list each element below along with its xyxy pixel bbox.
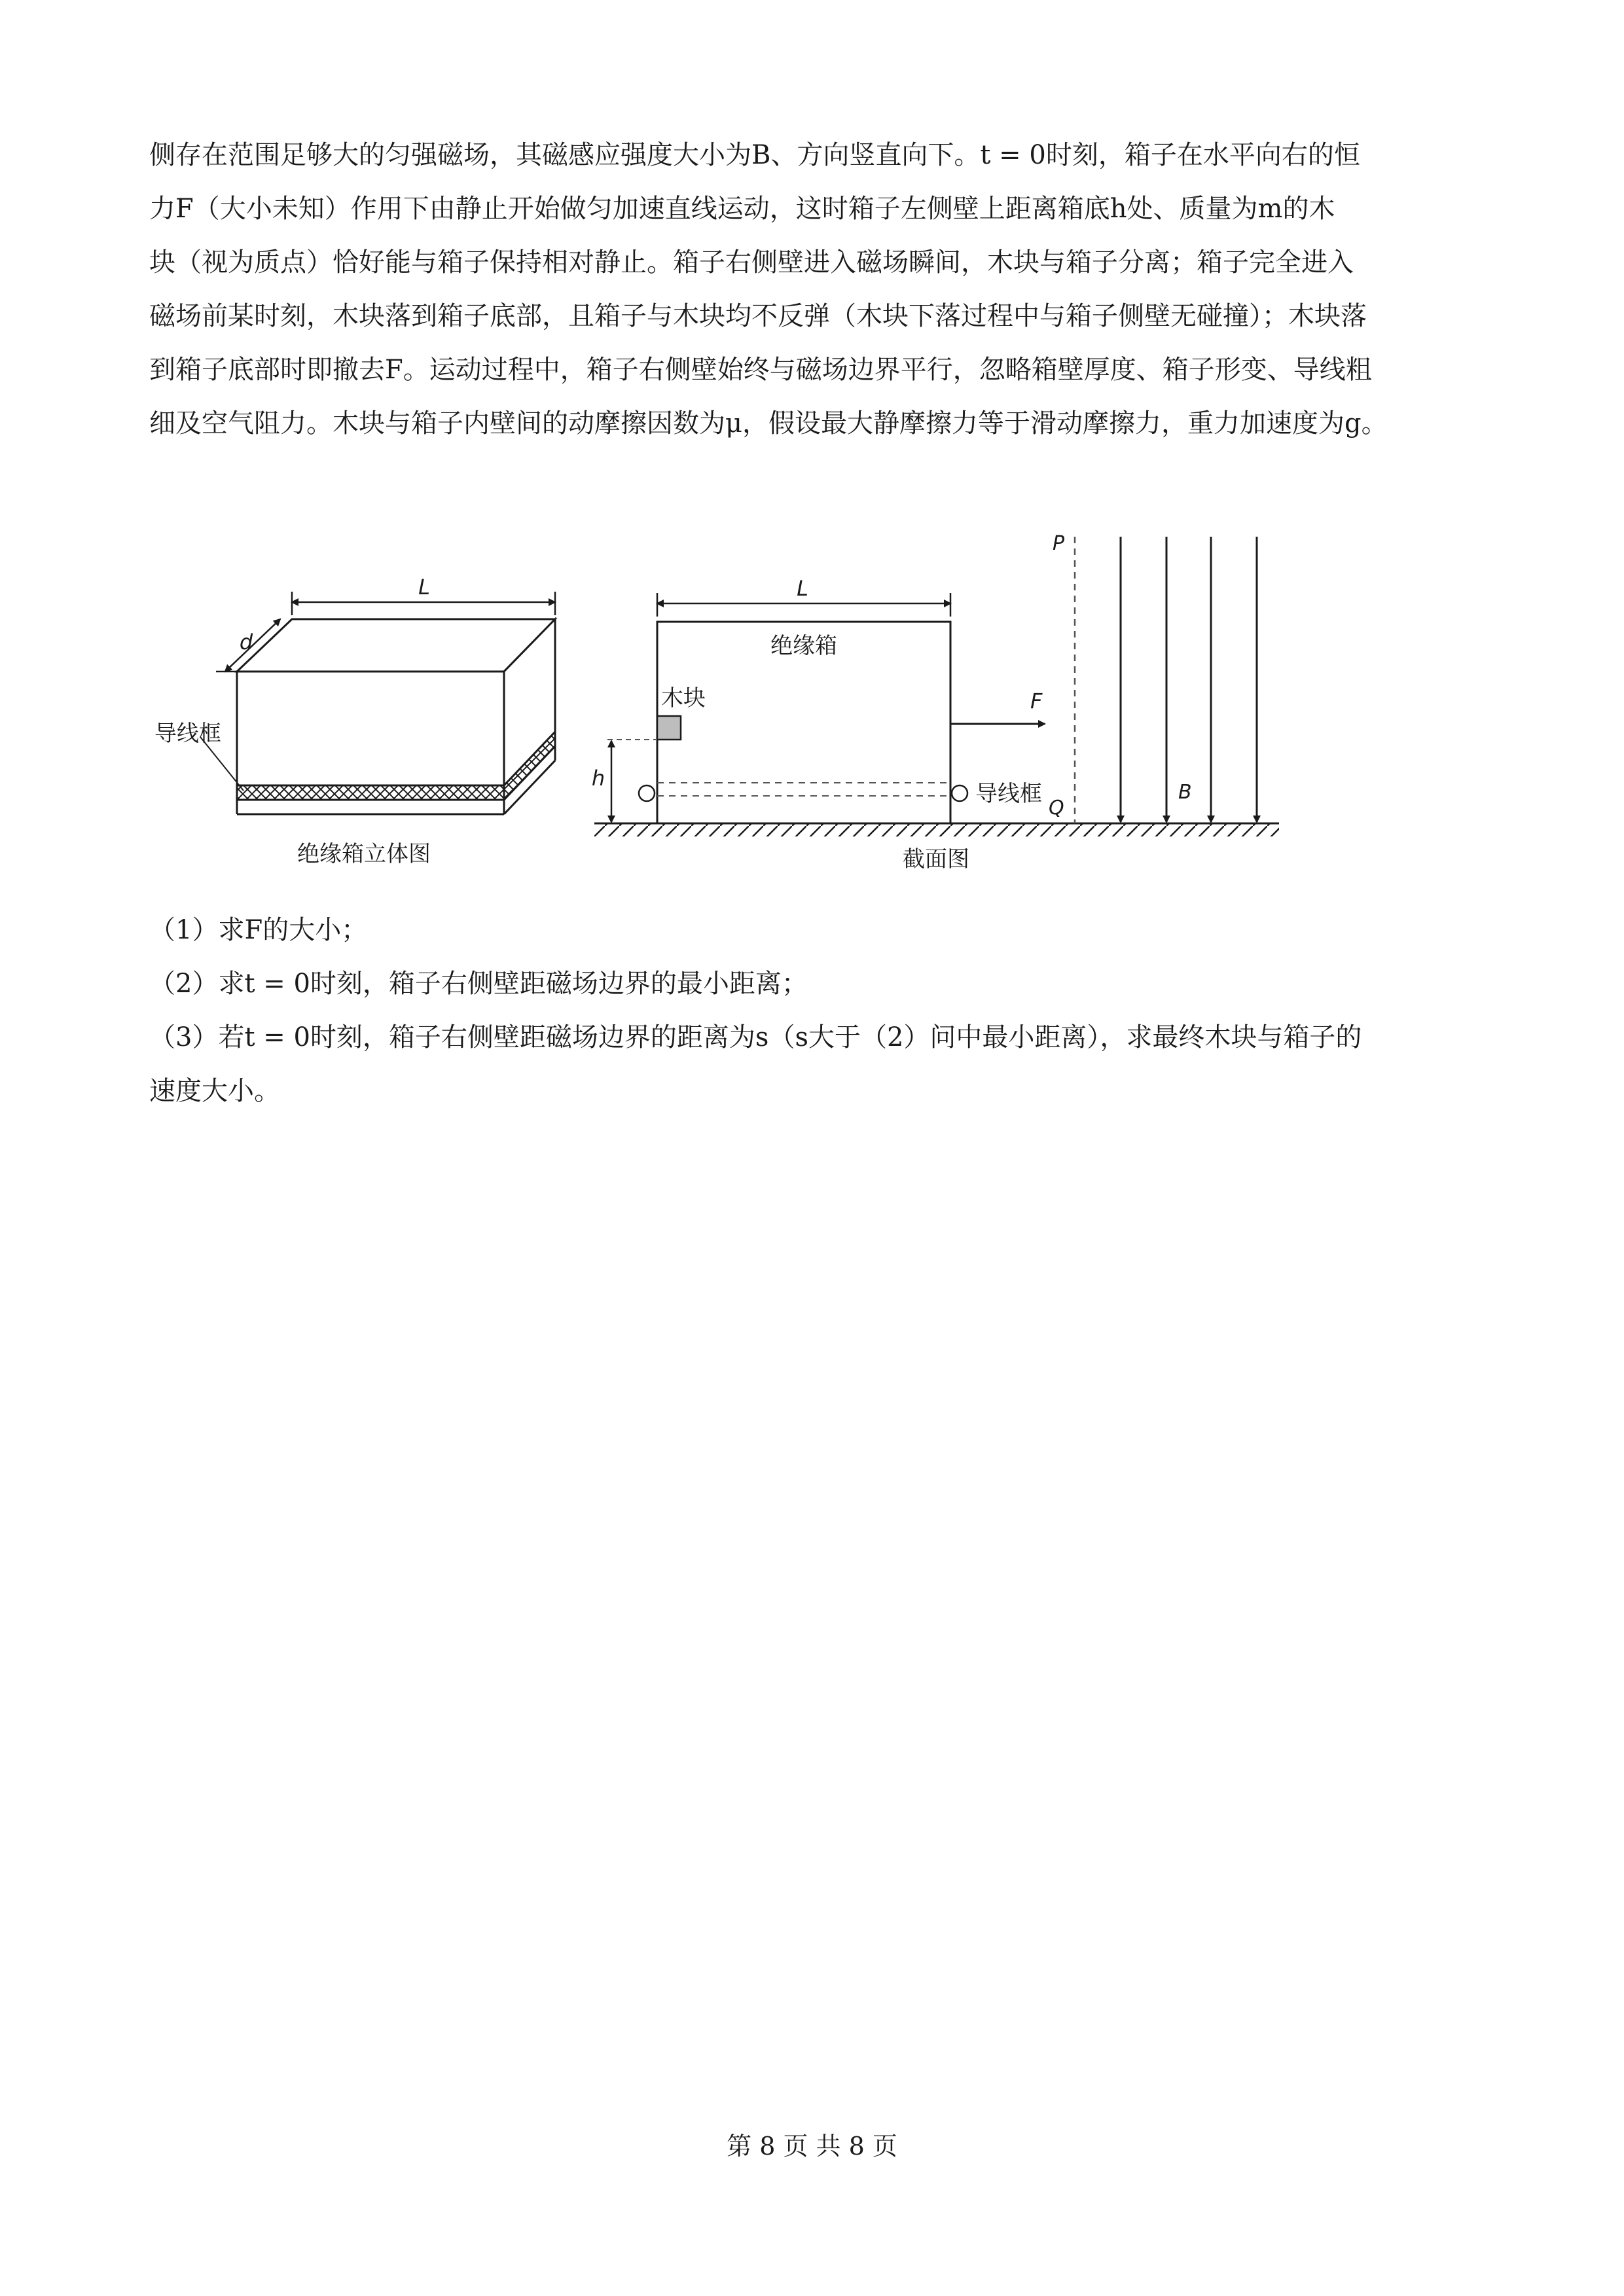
- P-label: P: [1053, 532, 1065, 555]
- paragraph-line-2: 力F（大小未知）作用下由静止开始做匀加速直线运动，这时箱子左侧壁上距离箱底h处、质量为m的木: [149, 194, 1335, 224]
- page-footer: 第 8 页 共 8 页: [727, 2132, 897, 2161]
- problem-paragraph: [149, 128, 1485, 450]
- question-1: （1）求F的大小；: [149, 915, 368, 945]
- question-2: （2）求t = 0时刻，箱子右侧壁距磁场边界的最小距离；: [149, 969, 808, 999]
- physics-figure: [0, 524, 1624, 890]
- left-caption: 绝缘箱立体图: [297, 841, 431, 867]
- questions: [149, 903, 1485, 1118]
- right-L-label: L: [797, 576, 808, 601]
- box-3d-drawing: [237, 619, 555, 814]
- Q-label: Q: [1049, 797, 1064, 819]
- paragraph-line-4: 磁场前某时刻，木块落到箱子底部，且箱子与木块均不反弹（木块下落过程中与箱子侧壁无碰撞）；木块落: [149, 301, 1367, 331]
- paragraph-line-6: 细及空气阻力。木块与箱子内壁间的动摩擦因数为μ，假设最大静摩擦力等于滑动摩擦力，重力加速度为g。: [149, 408, 1388, 439]
- question-3-cont: 速度大小。: [149, 1076, 280, 1106]
- box-label: 绝缘箱: [770, 633, 837, 659]
- paragraph-line-5: 到箱子底部时即撤去F。运动过程中，箱子右侧壁始终与磁场边界平行，忽略箱壁厚度、箱子形变、导线粗: [149, 355, 1372, 385]
- wood-block: [657, 716, 681, 740]
- force-label: F: [1030, 689, 1043, 713]
- paragraph-line-1: 侧存在范围足够大的匀强磁场，其磁感应强度大小为B、方向竖直向下。t = 0时刻，箱子在水平向右的恒: [149, 140, 1360, 170]
- left-wire-frame-label: 导线框: [154, 721, 221, 747]
- left-L-label: L: [418, 575, 430, 600]
- question-3: （3）若t = 0时刻，箱子右侧壁距磁场边界的距离为s（s大于（2）问中最小距离），求最终木块与箱子的: [149, 1022, 1362, 1052]
- right-caption: 截面图: [903, 846, 969, 872]
- B-label: B: [1178, 781, 1192, 804]
- right-wire-frame-label: 导线框: [975, 781, 1042, 807]
- left-d-label: d: [239, 630, 253, 655]
- block-label: 木块: [661, 685, 706, 711]
- h-label: h: [591, 766, 605, 791]
- paragraph-line-3: 块（视为质点）恰好能与箱子保持相对静止。箱子右侧壁进入磁场瞬间，木块与箱子分离；箱子完全进入: [149, 247, 1354, 278]
